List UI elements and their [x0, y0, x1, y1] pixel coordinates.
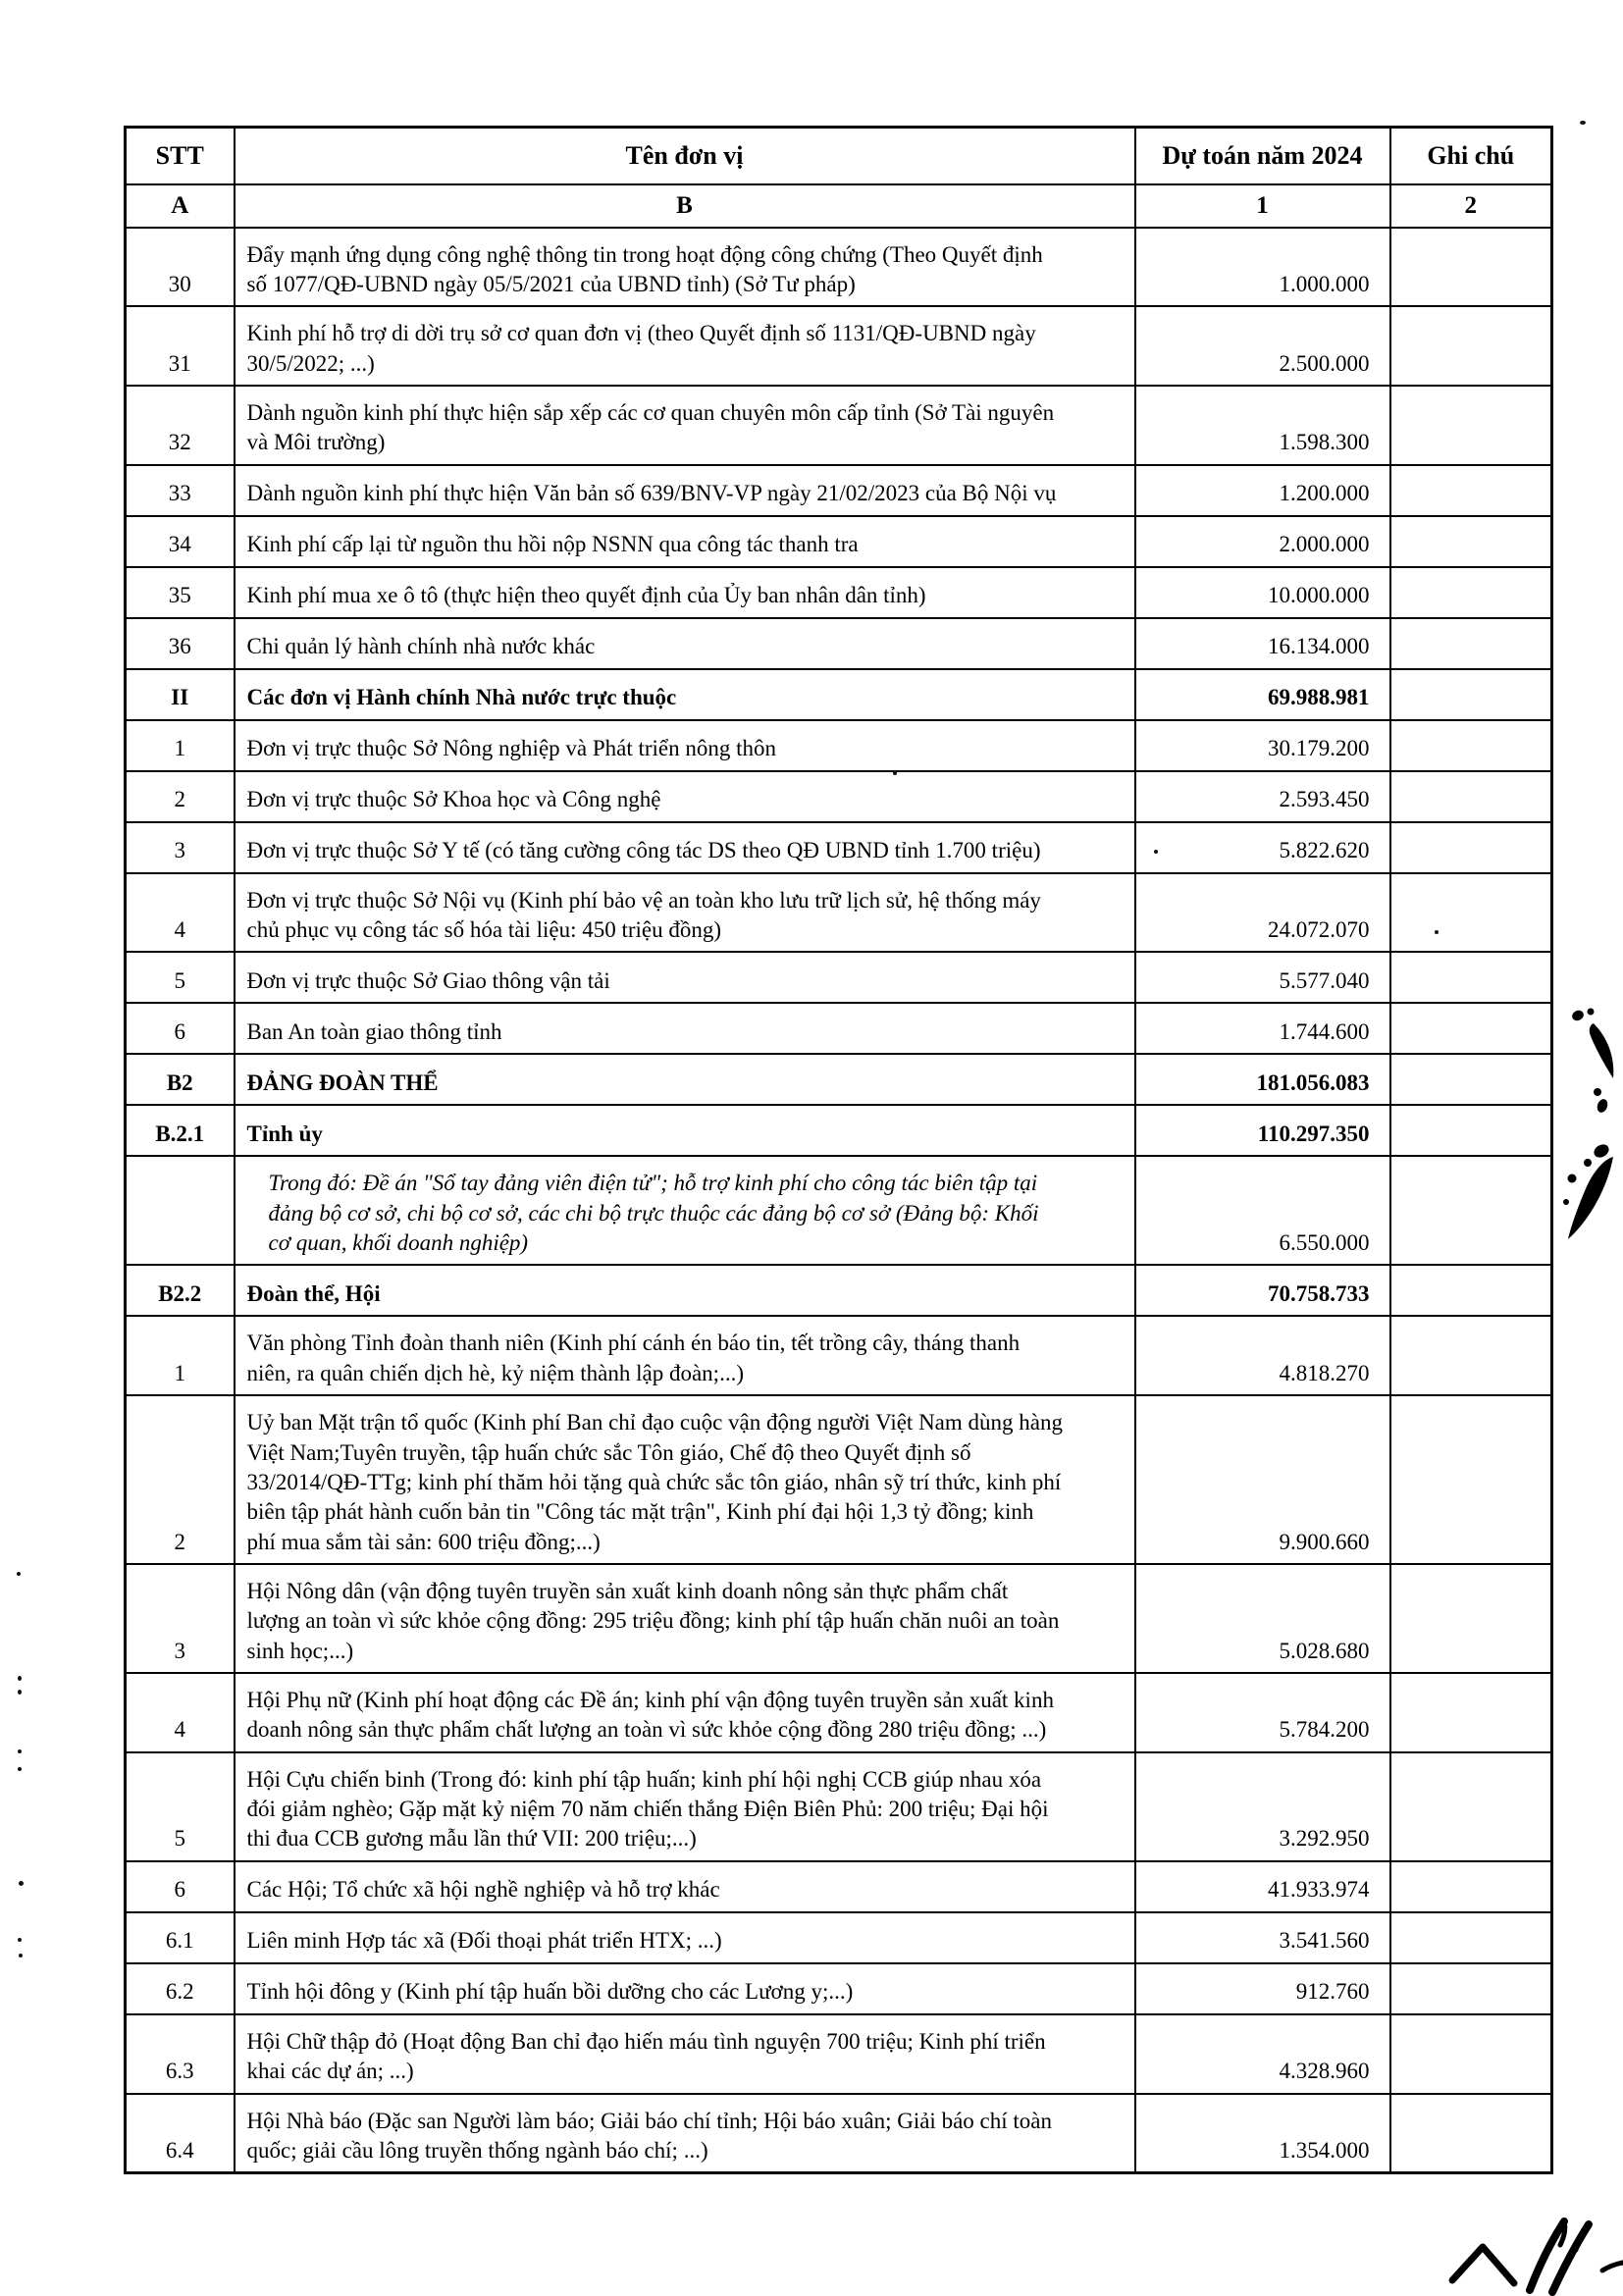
name-cell: Đơn vị trực thuộc Sở Nội vụ (Kinh phí bảo vệ an toàn kho lưu trữ lịch sử, hệ thống máy chủ phục vụ công tác số hóa tài liệu: 450 triệu đồng) [235, 873, 1135, 953]
stt-cell: 6.4 [126, 2094, 235, 2173]
name-cell: Chi quản lý hành chính nhà nước khác [235, 618, 1135, 669]
amount-cell: 110.297.350 [1135, 1105, 1390, 1156]
name-cell: Kinh phí hỗ trợ di dời trụ sở cơ quan đơn vị (theo Quyết định số 1131/QĐ-UBND ngày 30/5/2022; ...) [235, 306, 1135, 386]
name-cell: Văn phòng Tỉnh đoàn thanh niên (Kinh phí cánh én báo tin, tết trồng cây, tháng thanh niên, ra quân chiến dịch hè, kỷ niệm thành lập đoàn;...) [235, 1316, 1135, 1395]
ink-speck [17, 1572, 21, 1576]
table-row [126, 669, 1552, 720]
table-row [126, 1673, 1552, 1752]
table-row [126, 1963, 1552, 2014]
name-cell: Dành nguồn kinh phí thực hiện sắp xếp các cơ quan chuyên môn cấp tỉnh (Sở Tài nguyên và Môi trường) [235, 386, 1135, 465]
table-row [126, 567, 1552, 618]
table-row [126, 306, 1552, 386]
table-row [126, 228, 1552, 307]
amount-cell: 30.179.200 [1135, 720, 1390, 771]
stt-cell: II [126, 669, 235, 720]
stt-cell: 6 [126, 1861, 235, 1912]
stt-cell: 6 [126, 1003, 235, 1054]
ink-smudge-right [1558, 996, 1623, 1251]
amount-cell: 3.292.950 [1135, 1752, 1390, 1861]
table-row [126, 1395, 1552, 1564]
stt-cell: B2 [126, 1054, 235, 1105]
amount-cell: 5.577.040 [1135, 952, 1390, 1003]
table-row [126, 516, 1552, 567]
column-key-2: 2 [1390, 184, 1552, 228]
note-cell [1390, 1752, 1552, 1861]
ink-speck [1435, 930, 1439, 934]
stt-cell: 30 [126, 228, 235, 307]
name-cell: Đơn vị trực thuộc Sở Khoa học và Công nghệ [235, 771, 1135, 822]
note-cell [1390, 720, 1552, 771]
name-cell: Các đơn vị Hành chính Nhà nước trực thuộc [235, 669, 1135, 720]
amount-cell: 912.760 [1135, 1963, 1390, 2014]
column-key-row [126, 184, 1552, 228]
table-row [126, 1003, 1552, 1054]
ink-speck [18, 1676, 22, 1681]
name-cell: Trong đó: Đề án "Sổ tay đảng viên điện tử"; hỗ trợ kinh phí cho công tác biên tập tại đảng bộ cơ sở, chi bộ cơ sở, các chi bộ trực thuộc các đảng bộ cơ sở (Đảng bộ: Khối cơ quan, khối doanh nghiệp) [235, 1156, 1135, 1265]
note-cell [1390, 618, 1552, 669]
amount-cell: 24.072.070 [1135, 873, 1390, 953]
header-unit-name: Tên đơn vị [235, 128, 1135, 184]
name-cell: Đơn vị trực thuộc Sở Nông nghiệp và Phát triển nông thôn [235, 720, 1135, 771]
note-cell [1390, 1316, 1552, 1395]
name-cell: Kinh phí cấp lại từ nguồn thu hồi nộp NSNN qua công tác thanh tra [235, 516, 1135, 567]
table-header [126, 128, 1552, 228]
ink-speck [18, 1767, 22, 1771]
stt-cell: 31 [126, 306, 235, 386]
note-cell [1390, 465, 1552, 516]
ink-speck [19, 1954, 23, 1957]
table-row [126, 771, 1552, 822]
name-cell: Hội Cựu chiến binh (Trong đó: kinh phí tập huấn; kinh phí hội nghị CCB giúp nhau xóa đói giảm nghèo; Gặp mặt kỷ niệm 70 năm chiến thắng Điện Biên Phủ: 200 triệu; Đại hội thi đua CCB gương mẫu lần thứ VII: 200 triệu;...) [235, 1752, 1135, 1861]
amount-cell: 1.744.600 [1135, 1003, 1390, 1054]
amount-cell: 41.933.974 [1135, 1861, 1390, 1912]
amount-cell: 5.784.200 [1135, 1673, 1390, 1752]
ink-speck [1154, 850, 1158, 854]
note-cell [1390, 1003, 1552, 1054]
note-cell [1390, 306, 1552, 386]
stt-cell: 4 [126, 1673, 235, 1752]
stt-cell: B2.2 [126, 1265, 235, 1316]
amount-cell: 9.900.660 [1135, 1395, 1390, 1564]
name-cell: Tỉnh hội đông y (Kinh phí tập huấn bồi dưỡng cho các Lương y;...) [235, 1963, 1135, 2014]
table-row [126, 2014, 1552, 2094]
table-row [126, 1156, 1552, 1265]
ink-speck [19, 1881, 24, 1886]
stt-cell: 2 [126, 1395, 235, 1564]
note-cell [1390, 1054, 1552, 1105]
name-cell: Các Hội; Tổ chức xã hội nghề nghiệp và hỗ trợ khác [235, 1861, 1135, 1912]
note-cell [1390, 822, 1552, 873]
name-cell: Tỉnh ủy [235, 1105, 1135, 1156]
table-row [126, 952, 1552, 1003]
amount-cell: 4.818.270 [1135, 1316, 1390, 1395]
note-cell [1390, 386, 1552, 465]
table-row [126, 1316, 1552, 1395]
amount-cell: 2.500.000 [1135, 306, 1390, 386]
column-key-1: 1 [1135, 184, 1390, 228]
name-cell: Dành nguồn kinh phí thực hiện Văn bản số 639/BNV-VP ngày 21/02/2023 của Bộ Nội vụ [235, 465, 1135, 516]
budget-table [124, 126, 1553, 2174]
stt-cell: 34 [126, 516, 235, 567]
amount-cell: 1.200.000 [1135, 465, 1390, 516]
note-cell [1390, 516, 1552, 567]
stt-cell [126, 1156, 235, 1265]
header-stt: STT [126, 128, 235, 184]
note-cell [1390, 1861, 1552, 1912]
header-row [126, 128, 1552, 184]
amount-cell: 6.550.000 [1135, 1156, 1390, 1265]
stt-cell: 6.3 [126, 2014, 235, 2094]
amount-cell: 16.134.000 [1135, 618, 1390, 669]
name-cell: Ban An toàn giao thông tỉnh [235, 1003, 1135, 1054]
amount-cell: 70.758.733 [1135, 1265, 1390, 1316]
note-cell [1390, 952, 1552, 1003]
note-cell [1390, 1963, 1552, 2014]
note-cell [1390, 1564, 1552, 1673]
stt-cell: 4 [126, 873, 235, 953]
name-cell: Hội Chữ thập đỏ (Hoạt động Ban chỉ đạo hiến máu tình nguyện 700 triệu; Kinh phí triển khai các dự án; ...) [235, 2014, 1135, 2094]
table-row [126, 873, 1552, 953]
name-cell: ĐẢNG ĐOÀN THỂ [235, 1054, 1135, 1105]
amount-cell: 10.000.000 [1135, 567, 1390, 618]
amount-cell: 5.822.620 [1135, 822, 1390, 873]
table-row [126, 465, 1552, 516]
name-cell: Uỷ ban Mặt trận tổ quốc (Kinh phí Ban chỉ đạo cuộc vận động người Việt Nam dùng hàng Việt Nam;Tuyên truyền, tập huấn chức sắc Tôn giáo, Chế độ theo Quyết định số 33/2014/QĐ-TTg; kinh phí thăm hỏi tặng quà chức sắc tôn giáo, nhân sỹ trí thức, kinh phí biên tập phát hành cuốn bản tin "Công tác mặt trận", Kinh phí đại hội 1,3 tỷ đồng; kinh phí mua sắm tài sản: 600 triệu đồng;...) [235, 1395, 1135, 1564]
amount-cell: 181.056.083 [1135, 1054, 1390, 1105]
amount-cell: 1.354.000 [1135, 2094, 1390, 2173]
table-row [126, 720, 1552, 771]
amount-cell: 4.328.960 [1135, 2014, 1390, 2094]
amount-cell: 5.028.680 [1135, 1564, 1390, 1673]
note-cell [1390, 1673, 1552, 1752]
stt-cell: 6.1 [126, 1912, 235, 1963]
note-cell [1390, 1395, 1552, 1564]
table-row [126, 1054, 1552, 1105]
table-row [126, 618, 1552, 669]
table-row [126, 1861, 1552, 1912]
name-cell: Hội Nhà báo (Đặc san Người làm báo; Giải báo chí tỉnh; Hội báo xuân; Giải báo chí toàn quốc; giải cầu lông truyền thống ngành báo chí; ...) [235, 2094, 1135, 2173]
note-cell [1390, 1156, 1552, 1265]
name-cell: Đẩy mạnh ứng dụng công nghệ thông tin trong hoạt động công chứng (Theo Quyết định số 1077/QĐ-UBND ngày 05/5/2021 của UBND tỉnh) (Sở Tư pháp) [235, 228, 1135, 307]
note-cell [1390, 771, 1552, 822]
note-cell [1390, 228, 1552, 307]
table-row [126, 1564, 1552, 1673]
header-notes: Ghi chú [1390, 128, 1552, 184]
ink-speck [1580, 121, 1586, 125]
table-body [126, 228, 1552, 2173]
ink-speck [893, 771, 897, 775]
stt-cell: 1 [126, 720, 235, 771]
name-cell: Đoàn thể, Hội [235, 1265, 1135, 1316]
name-cell: Kinh phí mua xe ô tô (thực hiện theo quyết định của Ủy ban nhân dân tỉnh) [235, 567, 1135, 618]
column-key-a: A [126, 184, 235, 228]
stt-cell: 1 [126, 1316, 235, 1395]
table-row [126, 1105, 1552, 1156]
note-cell [1390, 2014, 1552, 2094]
note-cell [1390, 1912, 1552, 1963]
stt-cell: 3 [126, 822, 235, 873]
amount-cell: 2.593.450 [1135, 771, 1390, 822]
table-row [126, 1912, 1552, 1963]
table-row [126, 1752, 1552, 1861]
name-cell: Hội Phụ nữ (Kinh phí hoạt động các Đề án; kinh phí vận động tuyên truyền sản xuất kinh doanh nông sản thực phẩm chất lượng an toàn vì sức khỏe cộng đồng 280 triệu đồng; ...) [235, 1673, 1135, 1752]
name-cell: Đơn vị trực thuộc Sở Giao thông vận tải [235, 952, 1135, 1003]
ink-speck [18, 1690, 22, 1695]
amount-cell: 1.598.300 [1135, 386, 1390, 465]
stt-cell: 6.2 [126, 1963, 235, 2014]
amount-cell: 3.541.560 [1135, 1912, 1390, 1963]
note-cell [1390, 2094, 1552, 2173]
stt-cell: 32 [126, 386, 235, 465]
column-key-b: B [235, 184, 1135, 228]
ink-speck [18, 1749, 22, 1753]
amount-cell: 1.000.000 [1135, 228, 1390, 307]
table-row [126, 2094, 1552, 2173]
pen-mark-bottom-right [1428, 2206, 1623, 2296]
stt-cell: 3 [126, 1564, 235, 1673]
header-budget-2024: Dự toán năm 2024 [1135, 128, 1390, 184]
note-cell [1390, 669, 1552, 720]
name-cell: Liên minh Hợp tác xã (Đối thoại phát triển HTX; ...) [235, 1912, 1135, 1963]
table-row [126, 822, 1552, 873]
stt-cell: 36 [126, 618, 235, 669]
stt-cell: 35 [126, 567, 235, 618]
name-cell: Hội Nông dân (vận động tuyên truyền sản xuất kinh doanh nông sản thực phẩm chất lượng an toàn vì sức khỏe cộng đồng: 295 triệu đồng; kinh phí tập huấn chăn nuôi an toàn sinh học;...) [235, 1564, 1135, 1673]
note-cell [1390, 1105, 1552, 1156]
stt-cell: 5 [126, 952, 235, 1003]
stt-cell: 33 [126, 465, 235, 516]
name-cell: Đơn vị trực thuộc Sở Y tế (có tăng cường công tác DS theo QĐ UBND tỉnh 1.700 triệu) [235, 822, 1135, 873]
note-cell [1390, 873, 1552, 953]
stt-cell: 2 [126, 771, 235, 822]
stt-cell: B.2.1 [126, 1105, 235, 1156]
table-row [126, 386, 1552, 465]
stt-cell: 5 [126, 1752, 235, 1861]
amount-cell: 2.000.000 [1135, 516, 1390, 567]
note-cell [1390, 567, 1552, 618]
table-row [126, 1265, 1552, 1316]
ink-speck [18, 1938, 22, 1942]
amount-cell: 69.988.981 [1135, 669, 1390, 720]
note-cell [1390, 1265, 1552, 1316]
